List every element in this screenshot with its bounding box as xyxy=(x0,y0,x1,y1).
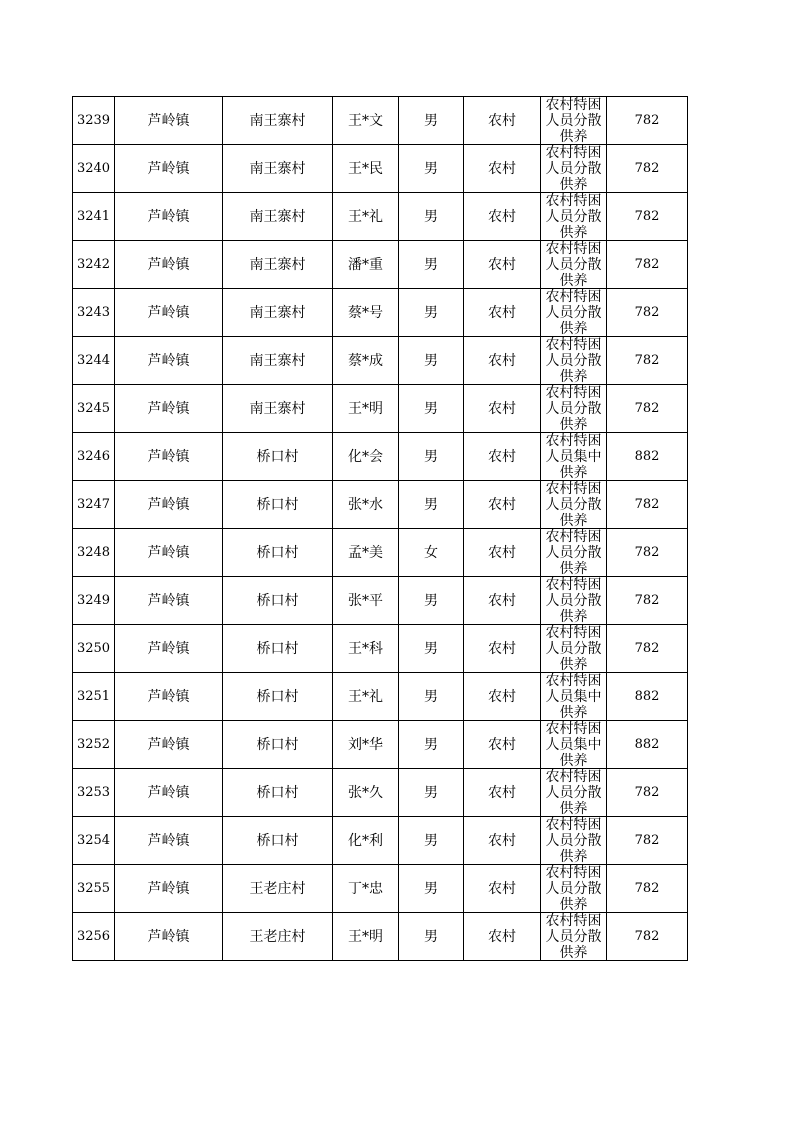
village-cell: 南王寨村 xyxy=(223,145,333,193)
name-cell: 张*平 xyxy=(333,577,399,625)
support-category-text: 农村特困人员分散供养 xyxy=(545,481,602,528)
name-cell: 蔡*号 xyxy=(333,289,399,337)
gender-cell: 男 xyxy=(399,865,464,913)
village-cell: 桥口村 xyxy=(223,673,333,721)
name-cell: 化*利 xyxy=(333,817,399,865)
village-cell: 桥口村 xyxy=(223,817,333,865)
town-cell: 芦岭镇 xyxy=(115,97,223,145)
record-id-cell: 3244 xyxy=(73,337,115,385)
support-category-text: 农村特困人员集中供养 xyxy=(545,673,602,720)
record-id-cell: 3245 xyxy=(73,385,115,433)
residence-type-cell: 农村 xyxy=(464,337,541,385)
village-cell: 桥口村 xyxy=(223,769,333,817)
amount-cell: 782 xyxy=(607,193,688,241)
residence-type-cell: 农村 xyxy=(464,241,541,289)
gender-cell: 男 xyxy=(399,481,464,529)
record-id-cell: 3242 xyxy=(73,241,115,289)
table-row xyxy=(73,97,688,145)
support-category-cell xyxy=(541,529,607,577)
record-id-cell: 3249 xyxy=(73,577,115,625)
village-cell: 桥口村 xyxy=(223,433,333,481)
amount-cell: 782 xyxy=(607,145,688,193)
town-cell: 芦岭镇 xyxy=(115,529,223,577)
amount-cell: 782 xyxy=(607,241,688,289)
gender-cell: 男 xyxy=(399,385,464,433)
amount-cell: 782 xyxy=(607,289,688,337)
table-row xyxy=(73,673,688,721)
beneficiary-table xyxy=(72,96,688,961)
gender-cell: 男 xyxy=(399,241,464,289)
amount-cell: 782 xyxy=(607,865,688,913)
table-row xyxy=(73,385,688,433)
name-cell: 丁*忠 xyxy=(333,865,399,913)
residence-type-cell: 农村 xyxy=(464,529,541,577)
residence-type-cell: 农村 xyxy=(464,145,541,193)
support-category-cell xyxy=(541,673,607,721)
amount-cell: 882 xyxy=(607,673,688,721)
record-id-cell: 3254 xyxy=(73,817,115,865)
name-cell: 王*礼 xyxy=(333,193,399,241)
support-category-text: 农村特困人员分散供养 xyxy=(545,97,602,144)
amount-cell: 782 xyxy=(607,577,688,625)
gender-cell: 男 xyxy=(399,673,464,721)
table-body xyxy=(73,97,688,961)
amount-cell: 782 xyxy=(607,625,688,673)
support-category-cell xyxy=(541,145,607,193)
support-category-text: 农村特困人员集中供养 xyxy=(545,721,602,768)
name-cell: 王*文 xyxy=(333,97,399,145)
record-id-cell: 3246 xyxy=(73,433,115,481)
amount-cell: 782 xyxy=(607,913,688,961)
name-cell: 潘*重 xyxy=(333,241,399,289)
amount-cell: 782 xyxy=(607,385,688,433)
gender-cell: 男 xyxy=(399,625,464,673)
gender-cell: 男 xyxy=(399,817,464,865)
support-category-text: 农村特困人员分散供养 xyxy=(545,817,602,864)
record-id-cell: 3247 xyxy=(73,481,115,529)
support-category-text: 农村特困人员分散供养 xyxy=(545,145,602,192)
support-category-text: 农村特困人员分散供养 xyxy=(545,385,602,432)
table-row xyxy=(73,913,688,961)
support-category-text: 农村特困人员集中供养 xyxy=(545,433,602,480)
gender-cell: 男 xyxy=(399,193,464,241)
gender-cell: 女 xyxy=(399,529,464,577)
town-cell: 芦岭镇 xyxy=(115,433,223,481)
village-cell: 桥口村 xyxy=(223,481,333,529)
town-cell: 芦岭镇 xyxy=(115,673,223,721)
table-row xyxy=(73,625,688,673)
village-cell: 南王寨村 xyxy=(223,241,333,289)
gender-cell: 男 xyxy=(399,97,464,145)
support-category-text: 农村特困人员分散供养 xyxy=(545,865,602,912)
support-category-cell xyxy=(541,865,607,913)
name-cell: 王*明 xyxy=(333,385,399,433)
table-row xyxy=(73,289,688,337)
name-cell: 王*科 xyxy=(333,625,399,673)
table-row xyxy=(73,433,688,481)
table-row xyxy=(73,193,688,241)
record-id-cell: 3256 xyxy=(73,913,115,961)
village-cell: 南王寨村 xyxy=(223,385,333,433)
support-category-cell xyxy=(541,97,607,145)
residence-type-cell: 农村 xyxy=(464,673,541,721)
residence-type-cell: 农村 xyxy=(464,721,541,769)
record-id-cell: 3255 xyxy=(73,865,115,913)
residence-type-cell: 农村 xyxy=(464,865,541,913)
support-category-cell xyxy=(541,193,607,241)
table-row xyxy=(73,481,688,529)
support-category-cell xyxy=(541,913,607,961)
support-category-text: 农村特困人员分散供养 xyxy=(545,337,602,384)
table-row xyxy=(73,145,688,193)
town-cell: 芦岭镇 xyxy=(115,241,223,289)
support-category-cell xyxy=(541,625,607,673)
village-cell: 桥口村 xyxy=(223,577,333,625)
record-id-cell: 3248 xyxy=(73,529,115,577)
village-cell: 桥口村 xyxy=(223,529,333,577)
residence-type-cell: 农村 xyxy=(464,769,541,817)
amount-cell: 782 xyxy=(607,769,688,817)
amount-cell: 782 xyxy=(607,481,688,529)
record-id-cell: 3252 xyxy=(73,721,115,769)
amount-cell: 882 xyxy=(607,433,688,481)
gender-cell: 男 xyxy=(399,145,464,193)
amount-cell: 782 xyxy=(607,97,688,145)
table-row xyxy=(73,241,688,289)
record-id-cell: 3251 xyxy=(73,673,115,721)
village-cell: 南王寨村 xyxy=(223,193,333,241)
table-row xyxy=(73,721,688,769)
gender-cell: 男 xyxy=(399,337,464,385)
town-cell: 芦岭镇 xyxy=(115,865,223,913)
residence-type-cell: 农村 xyxy=(464,385,541,433)
town-cell: 芦岭镇 xyxy=(115,481,223,529)
town-cell: 芦岭镇 xyxy=(115,145,223,193)
record-id-cell: 3250 xyxy=(73,625,115,673)
support-category-text: 农村特困人员分散供养 xyxy=(545,193,602,240)
name-cell: 张*水 xyxy=(333,481,399,529)
support-category-text: 农村特困人员分散供养 xyxy=(545,769,602,816)
residence-type-cell: 农村 xyxy=(464,625,541,673)
support-category-text: 农村特困人员分散供养 xyxy=(545,625,602,672)
residence-type-cell: 农村 xyxy=(464,433,541,481)
town-cell: 芦岭镇 xyxy=(115,289,223,337)
village-cell: 南王寨村 xyxy=(223,289,333,337)
support-category-cell xyxy=(541,433,607,481)
gender-cell: 男 xyxy=(399,913,464,961)
name-cell: 张*久 xyxy=(333,769,399,817)
support-category-cell xyxy=(541,241,607,289)
record-id-cell: 3241 xyxy=(73,193,115,241)
name-cell: 蔡*成 xyxy=(333,337,399,385)
town-cell: 芦岭镇 xyxy=(115,577,223,625)
residence-type-cell: 农村 xyxy=(464,97,541,145)
village-cell: 南王寨村 xyxy=(223,337,333,385)
gender-cell: 男 xyxy=(399,721,464,769)
village-cell: 王老庄村 xyxy=(223,913,333,961)
table-row xyxy=(73,865,688,913)
table-row xyxy=(73,817,688,865)
table-row xyxy=(73,577,688,625)
support-category-text: 农村特困人员分散供养 xyxy=(545,577,602,624)
village-cell: 桥口村 xyxy=(223,721,333,769)
town-cell: 芦岭镇 xyxy=(115,337,223,385)
table-row xyxy=(73,769,688,817)
support-category-cell xyxy=(541,577,607,625)
name-cell: 王*礼 xyxy=(333,673,399,721)
support-category-text: 农村特困人员分散供养 xyxy=(545,529,602,576)
residence-type-cell: 农村 xyxy=(464,577,541,625)
name-cell: 化*会 xyxy=(333,433,399,481)
record-id-cell: 3239 xyxy=(73,97,115,145)
support-category-cell xyxy=(541,289,607,337)
gender-cell: 男 xyxy=(399,433,464,481)
gender-cell: 男 xyxy=(399,577,464,625)
name-cell: 王*明 xyxy=(333,913,399,961)
residence-type-cell: 农村 xyxy=(464,481,541,529)
support-category-cell xyxy=(541,721,607,769)
amount-cell: 782 xyxy=(607,337,688,385)
support-category-text: 农村特困人员分散供养 xyxy=(545,289,602,336)
support-category-cell xyxy=(541,817,607,865)
amount-cell: 782 xyxy=(607,817,688,865)
town-cell: 芦岭镇 xyxy=(115,721,223,769)
town-cell: 芦岭镇 xyxy=(115,769,223,817)
support-category-cell xyxy=(541,385,607,433)
town-cell: 芦岭镇 xyxy=(115,193,223,241)
town-cell: 芦岭镇 xyxy=(115,625,223,673)
table-row xyxy=(73,337,688,385)
gender-cell: 男 xyxy=(399,289,464,337)
residence-type-cell: 农村 xyxy=(464,817,541,865)
amount-cell: 882 xyxy=(607,721,688,769)
support-category-text: 农村特困人员分散供养 xyxy=(545,913,602,960)
record-id-cell: 3253 xyxy=(73,769,115,817)
table-row xyxy=(73,529,688,577)
town-cell: 芦岭镇 xyxy=(115,913,223,961)
name-cell: 孟*美 xyxy=(333,529,399,577)
residence-type-cell: 农村 xyxy=(464,913,541,961)
support-category-text: 农村特困人员分散供养 xyxy=(545,241,602,288)
support-category-cell xyxy=(541,337,607,385)
name-cell: 刘*华 xyxy=(333,721,399,769)
record-id-cell: 3243 xyxy=(73,289,115,337)
town-cell: 芦岭镇 xyxy=(115,385,223,433)
residence-type-cell: 农村 xyxy=(464,289,541,337)
town-cell: 芦岭镇 xyxy=(115,817,223,865)
support-category-cell xyxy=(541,769,607,817)
residence-type-cell: 农村 xyxy=(464,193,541,241)
name-cell: 王*民 xyxy=(333,145,399,193)
support-category-cell xyxy=(541,481,607,529)
gender-cell: 男 xyxy=(399,769,464,817)
village-cell: 南王寨村 xyxy=(223,97,333,145)
village-cell: 王老庄村 xyxy=(223,865,333,913)
record-id-cell: 3240 xyxy=(73,145,115,193)
village-cell: 桥口村 xyxy=(223,625,333,673)
amount-cell: 782 xyxy=(607,529,688,577)
